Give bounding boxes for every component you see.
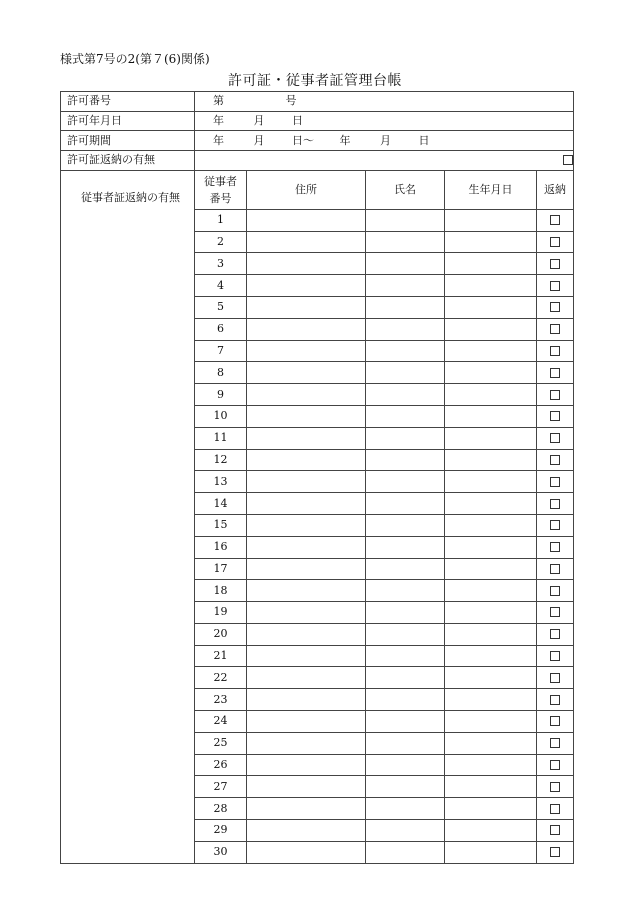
worker-number-cell: 21 bbox=[195, 645, 247, 667]
address-cell[interactable] bbox=[247, 602, 366, 624]
permit-number-go: 号 bbox=[285, 94, 297, 108]
returned-checkbox[interactable] bbox=[550, 302, 560, 312]
birth-date-cell[interactable] bbox=[445, 645, 537, 667]
name-cell[interactable] bbox=[366, 580, 445, 602]
birth-date-cell[interactable] bbox=[445, 732, 537, 754]
period-start-month: 月 bbox=[253, 133, 265, 147]
birth-date-cell[interactable] bbox=[445, 711, 537, 733]
worker-number-cell: 11 bbox=[195, 427, 247, 449]
name-cell[interactable] bbox=[366, 405, 445, 427]
worker-number-cell: 9 bbox=[195, 384, 247, 406]
returned-checkbox[interactable] bbox=[550, 825, 560, 835]
returned-cell bbox=[537, 798, 574, 820]
returned-checkbox[interactable] bbox=[550, 477, 560, 487]
returned-cell bbox=[537, 493, 574, 515]
returned-checkbox[interactable] bbox=[550, 564, 560, 574]
returned-cell bbox=[537, 558, 574, 580]
birth-date-cell[interactable] bbox=[445, 340, 537, 362]
returned-checkbox[interactable] bbox=[550, 760, 560, 770]
returned-cell bbox=[537, 754, 574, 776]
returned-cell bbox=[537, 231, 574, 253]
period-start-day: 日～ bbox=[292, 133, 314, 147]
period-end-year: 年 bbox=[339, 133, 351, 147]
address-cell[interactable] bbox=[247, 209, 366, 231]
birth-date-cell[interactable] bbox=[445, 253, 537, 275]
worker-cert-returned-label: 従事者証返納の有無 bbox=[61, 170, 195, 863]
worker-number-cell: 29 bbox=[195, 820, 247, 842]
worker-number-cell: 23 bbox=[195, 689, 247, 711]
birth-date-cell[interactable] bbox=[445, 820, 537, 842]
returned-checkbox[interactable] bbox=[550, 716, 560, 726]
returned-checkbox[interactable] bbox=[550, 259, 560, 269]
returned-cell bbox=[537, 580, 574, 602]
worker-number-cell: 10 bbox=[195, 405, 247, 427]
returned-cell bbox=[537, 711, 574, 733]
address-cell[interactable] bbox=[247, 558, 366, 580]
address-cell[interactable] bbox=[247, 493, 366, 515]
worker-number-cell: 17 bbox=[195, 558, 247, 580]
returned-cell bbox=[537, 820, 574, 842]
birth-date-cell[interactable] bbox=[445, 449, 537, 471]
returned-cell bbox=[537, 536, 574, 558]
address-cell[interactable] bbox=[247, 514, 366, 536]
permit-returned-cell bbox=[195, 151, 574, 171]
address-cell[interactable] bbox=[247, 471, 366, 493]
returned-checkbox[interactable] bbox=[550, 390, 560, 400]
returned-checkbox[interactable] bbox=[550, 281, 560, 291]
address-cell[interactable] bbox=[247, 536, 366, 558]
page-title: 許可証・従事者証管理台帳 bbox=[228, 73, 402, 89]
permit-returned-label: 許可証返納の有無 bbox=[61, 151, 195, 171]
worker-number-cell: 26 bbox=[195, 754, 247, 776]
worker-number-cell: 6 bbox=[195, 318, 247, 340]
name-cell[interactable] bbox=[366, 623, 445, 645]
worker-number-cell: 18 bbox=[195, 580, 247, 602]
name-cell[interactable] bbox=[366, 449, 445, 471]
returned-checkbox[interactable] bbox=[550, 499, 560, 509]
worker-number-cell: 8 bbox=[195, 362, 247, 384]
address-cell[interactable] bbox=[247, 253, 366, 275]
returned-cell bbox=[537, 841, 574, 863]
worker-number-cell: 12 bbox=[195, 449, 247, 471]
worker-number-cell: 2 bbox=[195, 231, 247, 253]
returned-checkbox[interactable] bbox=[550, 542, 560, 552]
name-header: 氏名 bbox=[366, 170, 445, 209]
name-cell[interactable] bbox=[366, 602, 445, 624]
returned-cell bbox=[537, 253, 574, 275]
worker-number-cell: 19 bbox=[195, 602, 247, 624]
birth-date-cell[interactable] bbox=[445, 296, 537, 318]
permit-date-field[interactable] bbox=[195, 111, 574, 131]
name-cell[interactable] bbox=[366, 362, 445, 384]
returned-checkbox[interactable] bbox=[550, 673, 560, 683]
returned-checkbox[interactable] bbox=[550, 651, 560, 661]
returned-cell bbox=[537, 602, 574, 624]
worker-number-header-line2: 番号 bbox=[209, 191, 232, 205]
returned-cell bbox=[537, 275, 574, 297]
returned-cell bbox=[537, 667, 574, 689]
birth-date-cell[interactable] bbox=[445, 776, 537, 798]
birth-date-cell[interactable] bbox=[445, 493, 537, 515]
address-cell[interactable] bbox=[247, 623, 366, 645]
returned-cell bbox=[537, 340, 574, 362]
returned-cell bbox=[537, 384, 574, 406]
address-cell[interactable] bbox=[247, 275, 366, 297]
returned-cell bbox=[537, 732, 574, 754]
birth-date-cell[interactable] bbox=[445, 536, 537, 558]
address-cell[interactable] bbox=[247, 841, 366, 863]
name-cell[interactable] bbox=[366, 384, 445, 406]
address-cell[interactable] bbox=[247, 689, 366, 711]
address-cell[interactable] bbox=[247, 318, 366, 340]
address-cell[interactable] bbox=[247, 732, 366, 754]
returned-checkbox[interactable] bbox=[550, 607, 560, 617]
permit-number-row bbox=[61, 92, 574, 112]
worker-number-cell: 16 bbox=[195, 536, 247, 558]
returned-checkbox[interactable] bbox=[550, 738, 560, 748]
returned-cell bbox=[537, 449, 574, 471]
name-cell[interactable] bbox=[366, 536, 445, 558]
birth-date-cell[interactable] bbox=[445, 275, 537, 297]
returned-cell bbox=[537, 362, 574, 384]
permit-period-row bbox=[61, 131, 574, 151]
name-cell[interactable] bbox=[366, 732, 445, 754]
address-cell[interactable] bbox=[247, 667, 366, 689]
birth-date-cell[interactable] bbox=[445, 427, 537, 449]
birth-date-cell[interactable] bbox=[445, 689, 537, 711]
returned-checkbox[interactable] bbox=[550, 586, 560, 596]
name-cell[interactable] bbox=[366, 841, 445, 863]
birth-date-cell[interactable] bbox=[445, 405, 537, 427]
name-cell[interactable] bbox=[366, 493, 445, 515]
name-cell[interactable] bbox=[366, 558, 445, 580]
returned-checkbox[interactable] bbox=[550, 695, 560, 705]
worker-number-cell: 22 bbox=[195, 667, 247, 689]
returned-checkbox[interactable] bbox=[550, 433, 560, 443]
worker-number-cell: 30 bbox=[195, 841, 247, 863]
address-cell[interactable] bbox=[247, 340, 366, 362]
worker-number-cell: 28 bbox=[195, 798, 247, 820]
address-cell[interactable] bbox=[247, 580, 366, 602]
permit-date-row bbox=[61, 111, 574, 131]
returned-checkbox[interactable] bbox=[550, 411, 560, 421]
returned-cell bbox=[537, 209, 574, 231]
worker-number-cell: 14 bbox=[195, 493, 247, 515]
returned-checkbox[interactable] bbox=[550, 782, 560, 792]
permit-ledger-table bbox=[60, 91, 574, 864]
birth-date-cell[interactable] bbox=[445, 580, 537, 602]
worker-number-cell: 25 bbox=[195, 732, 247, 754]
birth-date-cell[interactable] bbox=[445, 514, 537, 536]
permit-date-month: 月 bbox=[253, 114, 265, 128]
permit-date-label: 許可年月日 bbox=[61, 111, 195, 131]
address-cell[interactable] bbox=[247, 754, 366, 776]
permit-returned-checkbox[interactable] bbox=[563, 155, 573, 165]
birth-date-cell[interactable] bbox=[445, 602, 537, 624]
worker-number-cell: 5 bbox=[195, 296, 247, 318]
name-cell[interactable] bbox=[366, 754, 445, 776]
worker-number-cell: 27 bbox=[195, 776, 247, 798]
name-cell[interactable] bbox=[366, 253, 445, 275]
address-cell[interactable] bbox=[247, 798, 366, 820]
worker-number-cell: 24 bbox=[195, 711, 247, 733]
permit-number-field[interactable] bbox=[195, 92, 574, 112]
returned-cell bbox=[537, 776, 574, 798]
name-cell[interactable] bbox=[366, 689, 445, 711]
returned-checkbox[interactable] bbox=[550, 804, 560, 814]
returned-checkbox[interactable] bbox=[550, 455, 560, 465]
permit-number-label: 許可番号 bbox=[61, 92, 195, 112]
permit-returned-row bbox=[61, 151, 574, 171]
returned-cell bbox=[537, 645, 574, 667]
worker-number-cell: 13 bbox=[195, 471, 247, 493]
address-cell[interactable] bbox=[247, 384, 366, 406]
name-cell[interactable] bbox=[366, 820, 445, 842]
birth-date-cell[interactable] bbox=[445, 623, 537, 645]
birth-date-cell[interactable] bbox=[445, 667, 537, 689]
returned-checkbox[interactable] bbox=[550, 847, 560, 857]
worker-number-cell: 1 bbox=[195, 209, 247, 231]
birth-date-cell[interactable] bbox=[445, 362, 537, 384]
permit-period-field[interactable] bbox=[195, 131, 574, 151]
address-cell[interactable] bbox=[247, 645, 366, 667]
worker-number-cell: 3 bbox=[195, 253, 247, 275]
name-cell[interactable] bbox=[366, 231, 445, 253]
name-cell[interactable] bbox=[366, 667, 445, 689]
returned-header: 返納 bbox=[537, 170, 574, 209]
worker-number-cell: 20 bbox=[195, 623, 247, 645]
name-cell[interactable] bbox=[366, 776, 445, 798]
returned-cell bbox=[537, 689, 574, 711]
address-cell[interactable] bbox=[247, 405, 366, 427]
birth-date-cell[interactable] bbox=[445, 384, 537, 406]
address-cell[interactable] bbox=[247, 820, 366, 842]
worker-header-row bbox=[61, 170, 574, 209]
address-cell[interactable] bbox=[247, 362, 366, 384]
address-cell[interactable] bbox=[247, 427, 366, 449]
name-cell[interactable] bbox=[366, 711, 445, 733]
birth-date-header: 生年月日 bbox=[445, 170, 537, 209]
name-cell[interactable] bbox=[366, 645, 445, 667]
birth-date-cell[interactable] bbox=[445, 231, 537, 253]
form-number: 様式第7号の2(第７(6)関係) bbox=[60, 52, 210, 66]
permit-date-day: 日 bbox=[292, 114, 303, 128]
name-cell[interactable] bbox=[366, 471, 445, 493]
returned-cell bbox=[537, 514, 574, 536]
returned-cell bbox=[537, 405, 574, 427]
worker-number-header bbox=[195, 170, 247, 209]
period-end-day: 日 bbox=[418, 133, 430, 147]
returned-checkbox[interactable] bbox=[550, 629, 560, 639]
worker-number-header-line1: 従事者 bbox=[204, 174, 237, 188]
name-cell[interactable] bbox=[366, 798, 445, 820]
name-cell[interactable] bbox=[366, 296, 445, 318]
name-cell[interactable] bbox=[366, 514, 445, 536]
name-cell[interactable] bbox=[366, 427, 445, 449]
permit-date-year: 年 bbox=[213, 114, 224, 128]
address-cell[interactable] bbox=[247, 449, 366, 471]
returned-checkbox[interactable] bbox=[550, 346, 560, 356]
permit-period-label: 許可期間 bbox=[61, 131, 195, 151]
returned-cell bbox=[537, 296, 574, 318]
returned-checkbox[interactable] bbox=[550, 237, 560, 247]
address-cell[interactable] bbox=[247, 296, 366, 318]
worker-number-cell: 7 bbox=[195, 340, 247, 362]
worker-number-cell: 15 bbox=[195, 514, 247, 536]
address-cell[interactable] bbox=[247, 711, 366, 733]
worker-number-cell: 4 bbox=[195, 275, 247, 297]
returned-cell bbox=[537, 318, 574, 340]
returned-cell bbox=[537, 623, 574, 645]
birth-date-cell[interactable] bbox=[445, 798, 537, 820]
returned-checkbox[interactable] bbox=[550, 520, 560, 530]
birth-date-cell[interactable] bbox=[445, 209, 537, 231]
birth-date-cell[interactable] bbox=[445, 471, 537, 493]
period-start-year: 年 bbox=[213, 133, 224, 147]
period-end-month: 月 bbox=[380, 133, 391, 147]
name-cell[interactable] bbox=[366, 318, 445, 340]
address-cell[interactable] bbox=[247, 231, 366, 253]
permit-number-dai: 第 bbox=[213, 94, 224, 108]
address-cell[interactable] bbox=[247, 776, 366, 798]
name-cell[interactable] bbox=[366, 275, 445, 297]
returned-checkbox[interactable] bbox=[550, 215, 560, 225]
name-cell[interactable] bbox=[366, 209, 445, 231]
returned-cell bbox=[537, 471, 574, 493]
address-header: 住所 bbox=[247, 170, 366, 209]
name-cell[interactable] bbox=[366, 340, 445, 362]
returned-cell bbox=[537, 427, 574, 449]
birth-date-cell[interactable] bbox=[445, 318, 537, 340]
birth-date-cell[interactable] bbox=[445, 841, 537, 863]
birth-date-cell[interactable] bbox=[445, 558, 537, 580]
birth-date-cell[interactable] bbox=[445, 754, 537, 776]
returned-checkbox[interactable] bbox=[550, 324, 560, 334]
returned-checkbox[interactable] bbox=[550, 368, 560, 378]
